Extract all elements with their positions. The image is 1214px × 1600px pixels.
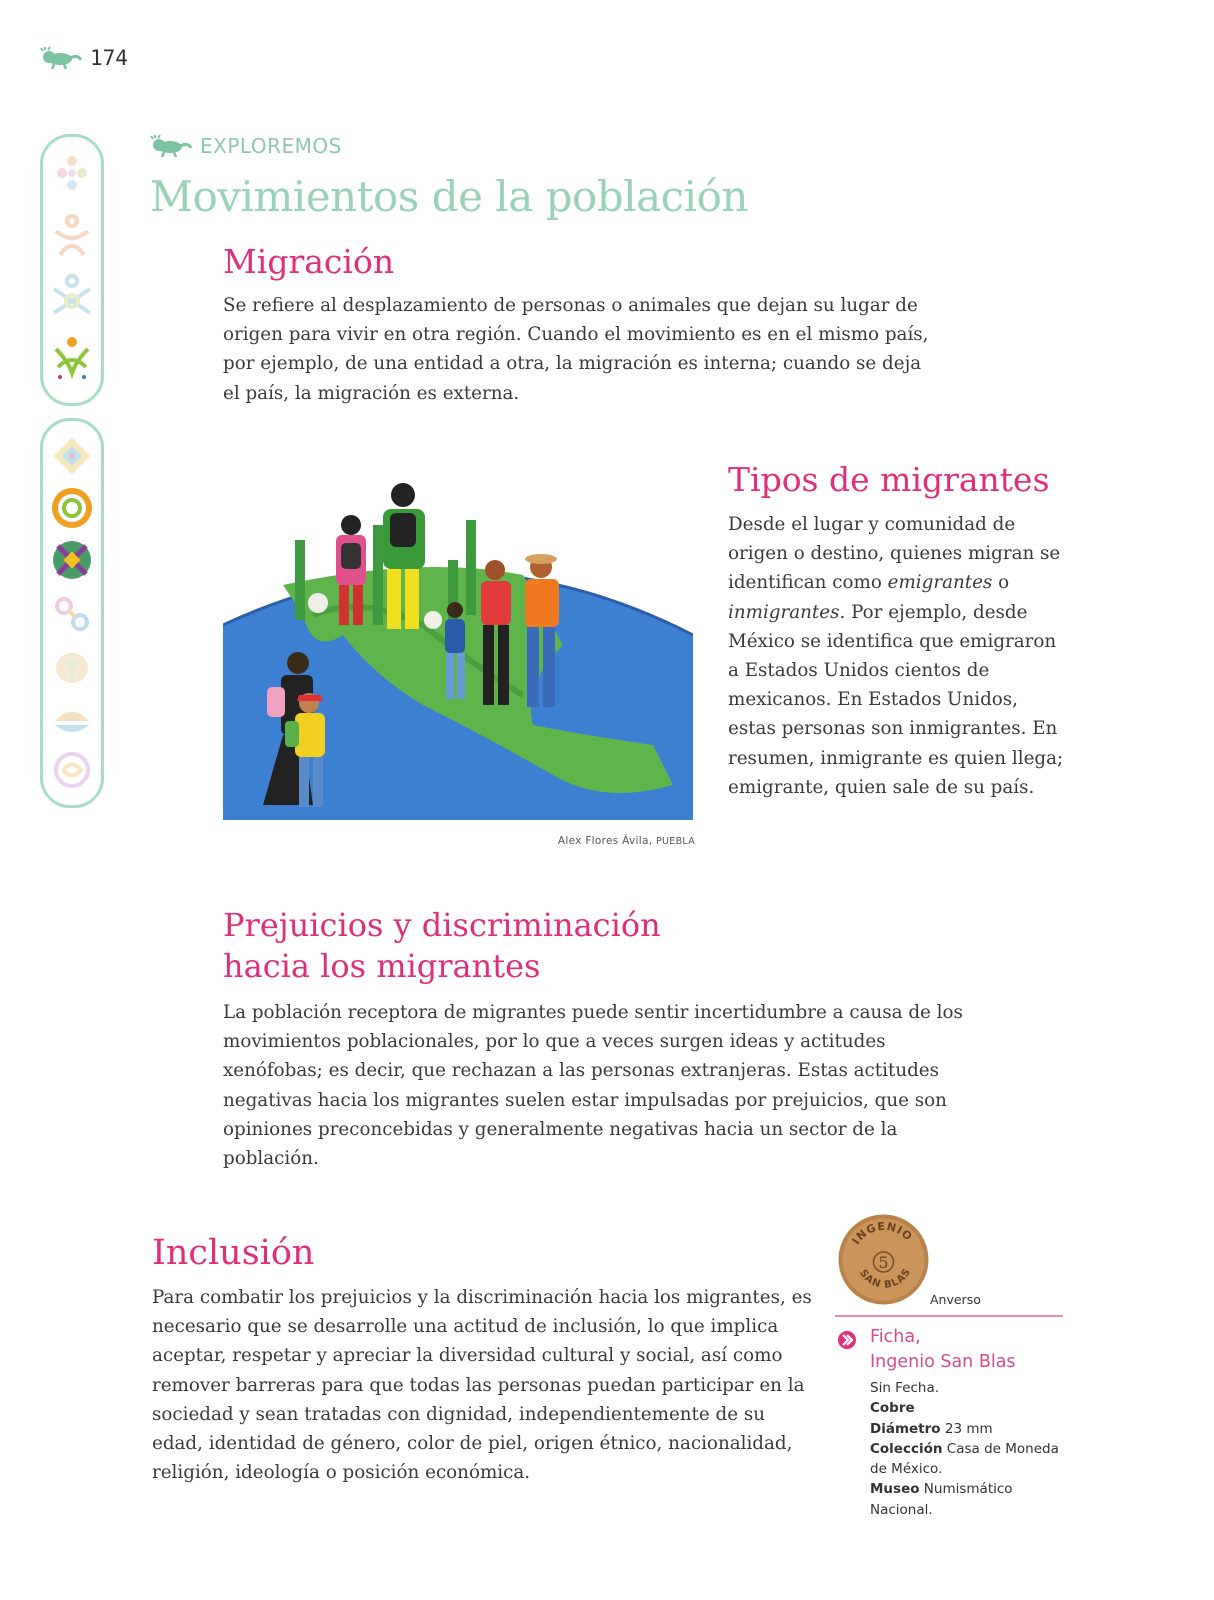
card-title-line1: Ficha, — [870, 1327, 921, 1347]
card-date: Sin Fecha. — [870, 1380, 940, 1396]
inclusion-text: Para combatir los prejuicios y la discriminación hacia los migrantes, es necesario que se desarrolle una actitud de inclusión, lo que implica aceptar, respetar y apreciar la diversidad cultural y social, así como remover barreras para que todas las personas puedan participar en la sociedad y sean tratadas con dignidad, independientemente de su edad, identidad de género, color de piel, origen étnico, nacionalidad, religión, ideología o posición económica. — [152, 1287, 812, 1484]
tipos-text-b: o — [992, 572, 1010, 594]
card-museum-value: Numismático Nacional. — [870, 1481, 1013, 1518]
fields-icon-4-active[interactable] — [48, 333, 96, 381]
section-icon-3[interactable] — [49, 537, 95, 583]
fields-nav — [40, 134, 104, 406]
card-collection-value: Casa de Moneda de México. — [870, 1440, 1059, 1478]
tipos-text — [728, 510, 1068, 802]
card-title — [870, 1325, 1016, 1375]
migracion-text: Se refiere al desplazamiento de personas o animales que dejan su lugar de origen para vivir en otra región. Cuando el movimiento es en el mismo país, por ejemplo, de una entidad a otra, la migración es interna; cuando se deja el país, la migración es externa. — [223, 295, 929, 404]
section-label — [150, 134, 342, 158]
card-title-line2: Ingenio San Blas — [870, 1352, 1016, 1372]
fields-icon-3[interactable] — [48, 271, 96, 319]
section-icon-2[interactable] — [49, 485, 95, 531]
migracion-heading: Migración — [223, 242, 395, 281]
card-material: Cobre — [870, 1400, 915, 1417]
tipos-text-c: . Por ejemplo, desde México se identifica que emigraron a Estados Unidos cientos de mexicanos. En Estados Unidos, estas personas son inmigrantes. En resumen, inmigrante es quien llega; emigrante, quien sale de su país. — [728, 601, 1064, 798]
coin-side-label: Anverso — [930, 1292, 981, 1307]
fields-icon-1[interactable] — [50, 151, 94, 195]
coin-text-bottom: SAN BLAS — [856, 1266, 914, 1291]
page-number: 174 — [90, 46, 128, 70]
tipos-heading: Tipos de migrantes — [728, 460, 1050, 499]
card-diameter-value: 23 mm — [940, 1420, 993, 1437]
coin-image — [836, 1212, 931, 1307]
prejuicios-heading-line2: hacia los migrantes — [223, 947, 541, 985]
prejuicios-heading — [223, 905, 661, 987]
coin-value: 5 — [878, 1253, 889, 1272]
card-diameter-label: Diámetro — [870, 1420, 941, 1437]
illustration-credit — [480, 835, 695, 847]
tipos-text-a: Desde el lugar y comunidad de origen o destino, quienes migran se identifican como — [728, 514, 1061, 594]
axolotl-icon — [40, 46, 82, 70]
section-icon-5[interactable] — [49, 643, 95, 689]
axolotl-icon — [150, 134, 192, 158]
card-collection-label: Colección — [870, 1440, 943, 1457]
section-icon-4[interactable] — [49, 591, 95, 637]
section-icon-7[interactable] — [49, 747, 95, 793]
section-icon-1[interactable] — [49, 433, 95, 479]
section-icon-6[interactable] — [49, 697, 95, 743]
prejuicios-heading-line1: Prejuicios y discriminación — [223, 906, 661, 944]
credit-place: PUEBLA — [655, 836, 695, 847]
fields-icon-2[interactable] — [48, 211, 96, 259]
tipos-em-emigrantes: emigrantes — [887, 572, 993, 594]
card-divider — [835, 1315, 1063, 1317]
prejuicios-text: La población receptora de migrantes puede sentir incertidumbre a causa de los movimientos poblacionales, por lo que a veces surgen ideas y actitudes xenófobas; es decir, que rechazan a las personas extranjeras. Estas actitudes negativas hacia los migrantes suelen estar impulsadas por prejuicios, que son opiniones preconcebidas y generalmente negativas hacia un sector de la población. — [223, 1002, 963, 1170]
page-title: Movimientos de la población — [150, 172, 748, 221]
credit-name: Alex Flores Ávila, — [557, 835, 656, 847]
migrants-illustration — [223, 475, 693, 820]
card-museum-label: Museo — [870, 1481, 920, 1498]
section-label-text: EXPLOREMOS — [200, 134, 342, 158]
inclusion-heading: Inclusión — [152, 1233, 315, 1273]
chevron-right-icon — [837, 1330, 857, 1350]
tipos-em-inmigrantes: inmigrantes — [728, 601, 840, 623]
coin-text-top: INGENIO — [849, 1219, 916, 1247]
sections-nav — [40, 418, 104, 808]
card-details — [870, 1378, 1070, 1520]
page-number-block — [40, 46, 128, 70]
